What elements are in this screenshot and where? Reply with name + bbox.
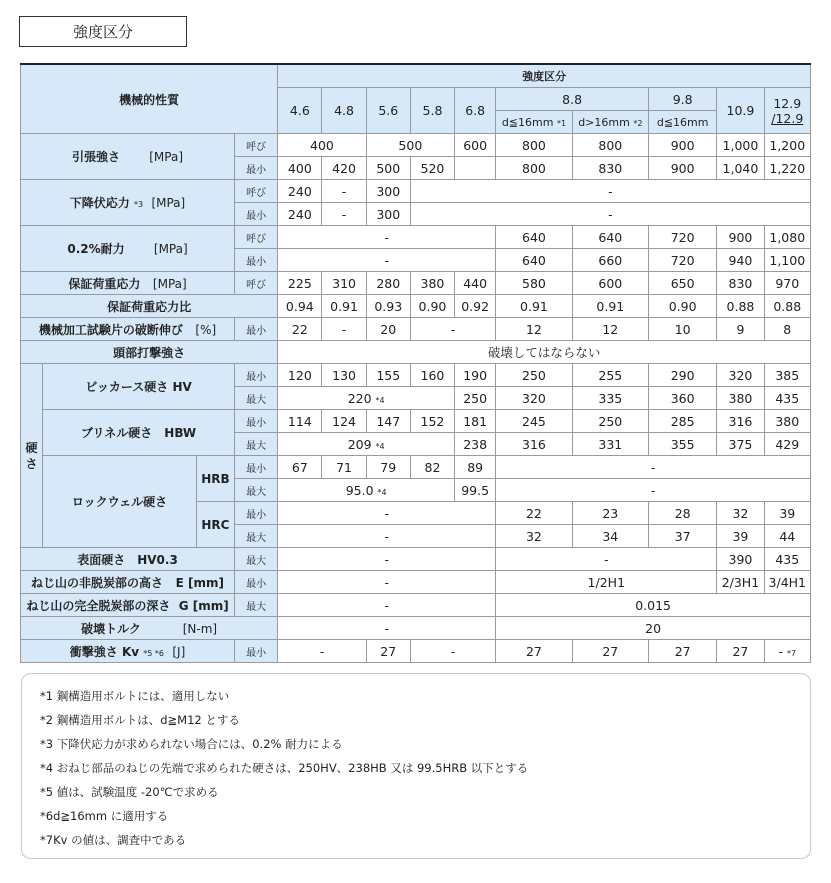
table-row: ブリネル硬さ HBW 最小 114 124 147 152 181 245 250 285 316 380 [21, 410, 811, 433]
grade-9-8-d-le16: d≦16mm [649, 111, 717, 134]
section-title: 強度区分 [19, 16, 187, 47]
table-row: 0.2%耐力 [MPa] 呼び - 640 640 720 900 1,080 [21, 226, 811, 249]
table-row: 最小 240 - 300 - [21, 203, 811, 226]
table-row: 保証荷重応力比 0.94 0.91 0.93 0.90 0.92 0.91 0.91 0.90 0.88 0.88 [21, 295, 811, 318]
vickers-label: ビッカース硬さ HV [43, 364, 235, 410]
tensile-label: 引張強さ [MPa] [21, 134, 235, 180]
grade-8-8-d-le16: d≦16mm *1 [496, 111, 572, 134]
table-row: 最大 - 32 34 37 39 44 [21, 525, 811, 548]
strength-class-header: 強度区分 [278, 64, 811, 88]
decarb-height-label: ねじ山の非脱炭部の高さ E [mm] [21, 571, 235, 594]
proof-ratio-label: 保証荷重応力比 [21, 295, 278, 318]
grade-4-8: 4.8 [322, 88, 366, 134]
footnote: *4 おねじ部品のねじの先端で求められた硬さは、250HV、238HB 又は 99.5HRB 以下とする [40, 761, 529, 775]
decarb-depth-label: ねじ山の完全脱炭部の深さ G [mm] [21, 594, 235, 617]
yield-label: 下降伏応力 *3 [MPa] [21, 180, 235, 226]
grade-5-8: 5.8 [410, 88, 454, 134]
footnotes-box [21, 673, 811, 859]
hrc-label: HRC [196, 502, 234, 548]
table-row: 最大 95.0 *4 99.5 - [21, 479, 811, 502]
proof-load-label: 保証荷重応力 [MPa] [21, 272, 235, 295]
table-row: 衝撃強さ Kv *5 *6 [J] 最小 - 27 - 27 27 27 27 - *7 [21, 640, 811, 663]
table-row: 最大 220 *4 250 320 335 360 380 435 [21, 387, 811, 410]
table-row: 最小 - 640 660 720 940 1,100 [21, 249, 811, 272]
table-row: 引張強さ [MPa] 呼び 400 500 600 800 800 900 1,000 1,200 [21, 134, 811, 157]
grade-6-8: 6.8 [455, 88, 496, 134]
grade-8-8-d-gt16: d>16mm *2 [572, 111, 648, 134]
grade-9-8: 9.8 [649, 88, 717, 111]
grade-5-6: 5.6 [366, 88, 410, 134]
grade-12-9-bottom: /12.9 [771, 110, 804, 126]
proof-stress-label: 0.2%耐力 [MPa] [21, 226, 235, 272]
footnote: *5 値は、試験温度 -20℃で求める [40, 785, 219, 799]
brinell-label: ブリネル硬さ HBW [43, 410, 235, 456]
rockwell-label: ロックウェル硬さ [43, 456, 197, 548]
hrb-label: HRB [196, 456, 234, 502]
table-row: 機械加工試験片の破断伸び [%] 最小 22 - 20 - 12 12 10 9 8 [21, 318, 811, 341]
footnote: *6d≧16mm に適用する [40, 809, 169, 823]
footnote: *1 鋼構造用ボルトには、適用しない [40, 689, 230, 703]
head-impact-label: 頭部打撃強さ [21, 341, 278, 364]
grade-8-8: 8.8 [496, 88, 649, 111]
mechanical-properties-table [20, 63, 811, 663]
table-row: 最小 400 420 500 520 800 830 900 1,040 1,220 [21, 157, 811, 180]
footnote: *2 鋼構造用ボルトは、d≧M12 とする [40, 713, 240, 727]
grade-10-9: 10.9 [717, 88, 764, 134]
table-row: 頭部打撃強さ 破壊してはならない [21, 341, 811, 364]
table-row: 破壊トルク [N-m] - 20 [21, 617, 811, 640]
table-row: 保証荷重応力 [MPa] 呼び 225 310 280 380 440 580 600 650 830 970 [21, 272, 811, 295]
grade-12-9-top: 12.9 [773, 95, 802, 111]
property-header: 機械的性質 [21, 64, 278, 134]
grade-12-9 [764, 88, 810, 134]
table-row: ねじ山の非脱炭部の高さ E [mm] 最小 - 1/2H1 2/3H1 3/4H1 [21, 571, 811, 594]
elongation-label: 機械加工試験片の破断伸び [%] [21, 318, 235, 341]
footnote: *3 下降伏応力が求められない場合には、0.2% 耐力による [40, 737, 343, 751]
footnote: *7Kv の値は、調査中である [40, 833, 187, 847]
table-row: HRC 最小 - 22 23 28 32 39 [21, 502, 811, 525]
header-row-1 [21, 64, 811, 88]
table-row: ロックウェル硬さ HRB 最小 67 71 79 82 89 - [21, 456, 811, 479]
impact-label: 衝撃強さ Kv *5 *6 [J] [21, 640, 235, 663]
grade-4-6: 4.6 [278, 88, 322, 134]
table-row: ねじ山の完全脱炭部の深さ G [mm] 最大 - 0.015 [21, 594, 811, 617]
table-row: 硬 さ ビッカース硬さ HV 最小 120 130 155 160 190 250 255 290 320 385 [21, 364, 811, 387]
table-row: 最大 209 *4 238 316 331 355 375 429 [21, 433, 811, 456]
table-row: 表面硬さ HV0.3 最大 - - 390 435 [21, 548, 811, 571]
hardness-group-label: 硬 さ [21, 364, 43, 548]
table-row: 下降伏応力 *3 [MPa] 呼び 240 - 300 - [21, 180, 811, 203]
surface-hardness-label: 表面硬さ HV0.3 [21, 548, 235, 571]
torque-label: 破壊トルク [N-m] [21, 617, 278, 640]
